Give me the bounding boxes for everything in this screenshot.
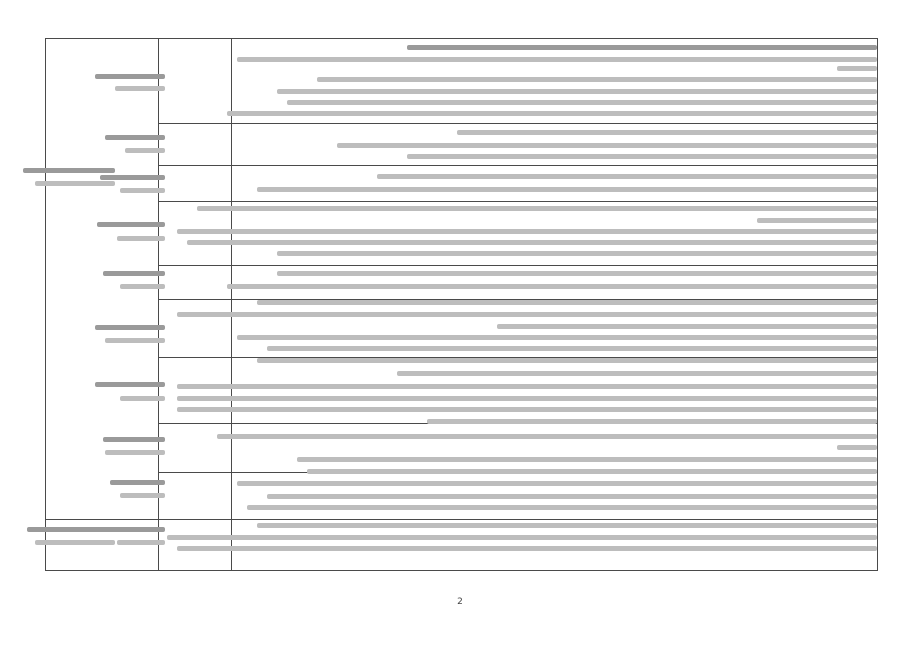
text-placeholder-bar — [120, 396, 165, 401]
text-placeholder-bar — [35, 181, 115, 186]
text-placeholder-bar — [257, 300, 877, 305]
text-placeholder-bar — [95, 325, 165, 330]
text-placeholder-bar — [307, 469, 877, 474]
text-placeholder-bar — [167, 535, 877, 540]
text-placeholder-bar — [177, 396, 877, 401]
text-placeholder-bar — [837, 66, 877, 71]
text-placeholder-bar — [120, 493, 165, 498]
text-placeholder-bar — [177, 546, 877, 551]
text-placeholder-bar — [105, 135, 165, 140]
row-divider — [158, 123, 877, 124]
text-placeholder-bar — [110, 480, 165, 485]
text-placeholder-bar — [105, 338, 165, 343]
text-placeholder-bar — [267, 494, 877, 499]
text-placeholder-bar — [267, 346, 877, 351]
text-placeholder-bar — [100, 175, 165, 180]
text-placeholder-bar — [407, 45, 877, 50]
text-placeholder-bar — [317, 77, 877, 82]
row-divider — [158, 165, 877, 166]
text-placeholder-bar — [277, 251, 877, 256]
text-placeholder-bar — [95, 74, 165, 79]
text-placeholder-bar — [377, 174, 877, 179]
text-placeholder-bar — [427, 419, 877, 424]
row-divider — [46, 519, 877, 520]
text-placeholder-bar — [497, 324, 877, 329]
text-placeholder-bar — [177, 407, 877, 412]
text-placeholder-bar — [407, 154, 877, 159]
text-placeholder-bar — [397, 371, 877, 376]
text-placeholder-bar — [103, 271, 165, 276]
text-placeholder-bar — [237, 57, 877, 62]
text-placeholder-bar — [117, 540, 165, 545]
text-placeholder-bar — [197, 206, 877, 211]
text-placeholder-bar — [287, 100, 877, 105]
text-placeholder-bar — [120, 188, 165, 193]
text-placeholder-bar — [757, 218, 877, 223]
row-divider — [158, 201, 877, 202]
row-divider — [158, 265, 877, 266]
text-placeholder-bar — [187, 240, 877, 245]
text-placeholder-bar — [837, 445, 877, 450]
text-placeholder-bar — [103, 437, 165, 442]
text-placeholder-bar — [227, 284, 877, 289]
text-placeholder-bar — [237, 335, 877, 340]
text-placeholder-bar — [23, 168, 115, 173]
page-number: 2 — [457, 597, 463, 607]
text-placeholder-bar — [457, 130, 877, 135]
text-placeholder-bar — [95, 382, 165, 387]
text-placeholder-bar — [217, 434, 877, 439]
text-placeholder-bar — [297, 457, 877, 462]
text-placeholder-bar — [257, 523, 877, 528]
text-placeholder-bar — [337, 143, 877, 148]
text-placeholder-bar — [237, 481, 877, 486]
text-placeholder-bar — [27, 527, 115, 532]
text-placeholder-bar — [115, 86, 165, 91]
text-placeholder-bar — [117, 236, 165, 241]
text-placeholder-bar — [120, 284, 165, 289]
text-placeholder-bar — [277, 89, 877, 94]
column-divider — [231, 39, 232, 570]
text-placeholder-bar — [247, 505, 877, 510]
text-placeholder-bar — [125, 148, 165, 153]
text-placeholder-bar — [277, 271, 877, 276]
column-divider — [158, 39, 159, 570]
text-placeholder-bar — [257, 187, 877, 192]
text-placeholder-bar — [257, 358, 877, 363]
text-placeholder-bar — [177, 312, 877, 317]
text-placeholder-bar — [105, 450, 165, 455]
text-placeholder-bar — [177, 229, 877, 234]
text-placeholder-bar — [227, 111, 877, 116]
text-placeholder-bar — [97, 222, 165, 227]
text-placeholder-bar — [177, 384, 877, 389]
text-placeholder-bar — [35, 540, 115, 545]
